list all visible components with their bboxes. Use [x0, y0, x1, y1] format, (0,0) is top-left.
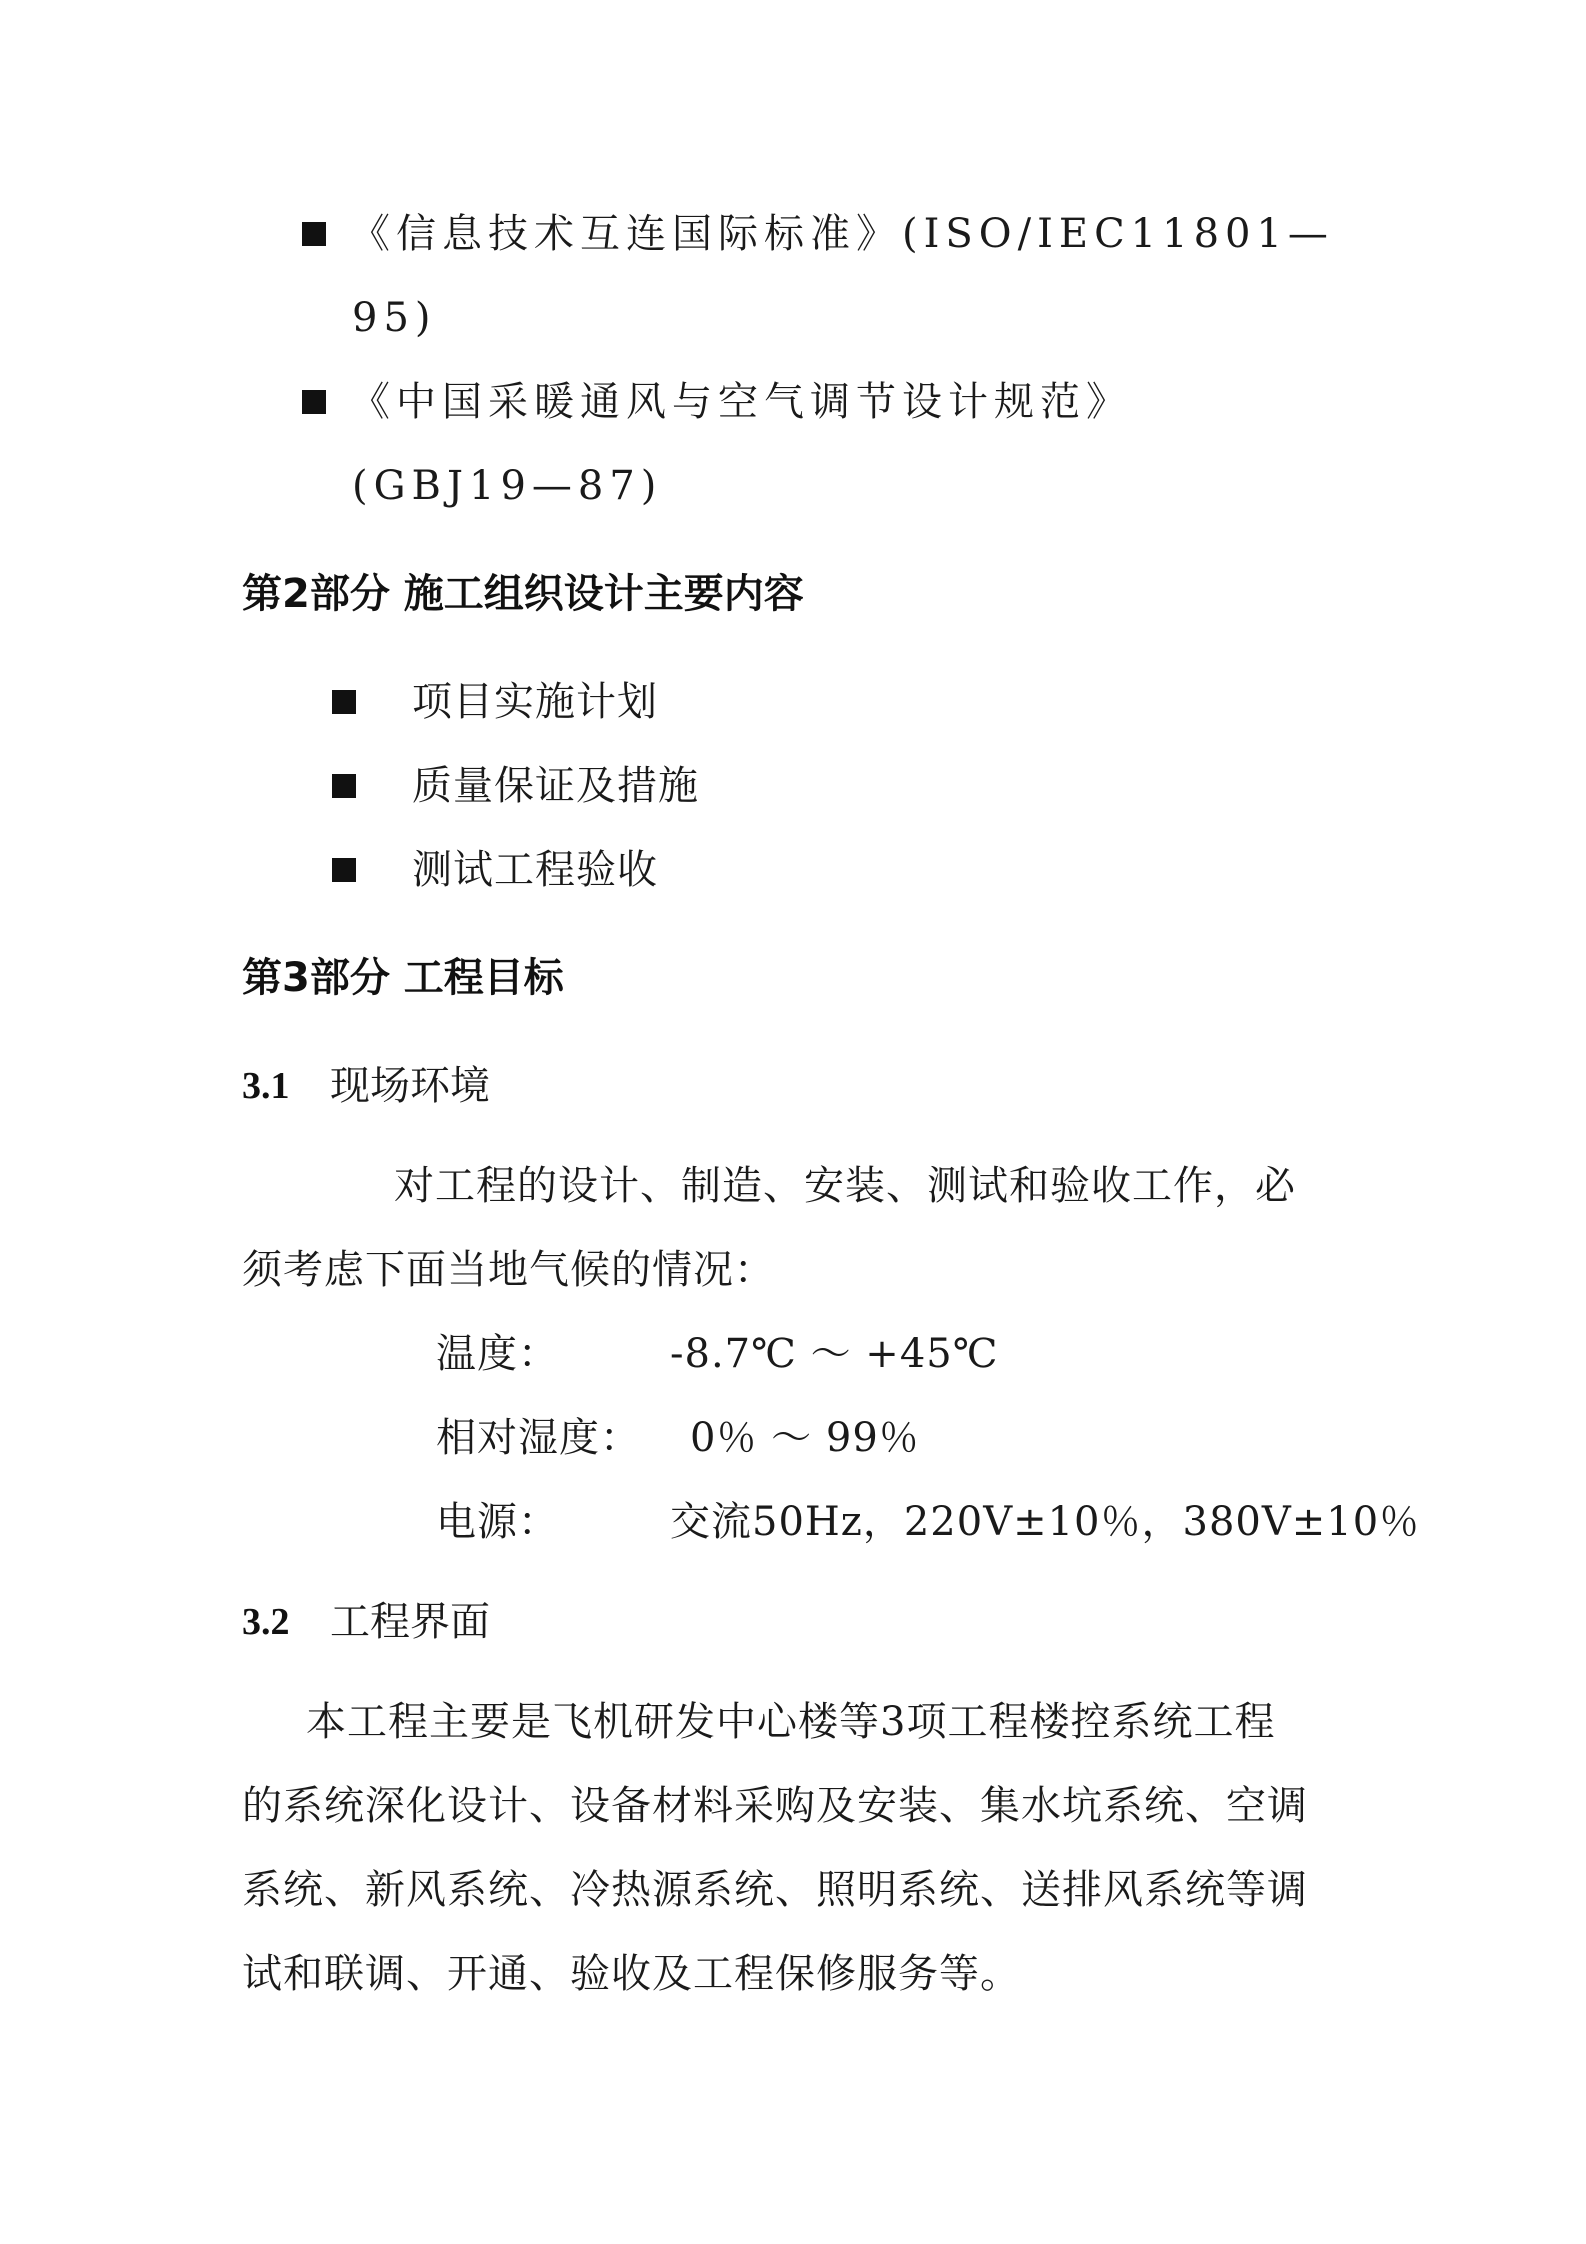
section-3-2-number: 3.2: [242, 1601, 290, 1643]
section-3-1-intro-line1: 对工程的设计、制造、安装、测试和验收工作，必: [394, 1163, 1296, 1209]
condition-power-value: 交流50Hz，220V±10％，380V±10％: [670, 1499, 1421, 1545]
part2-heading: 第2部分 施工组织设计主要内容: [242, 571, 804, 617]
reference-2-line2: (GBJ19—87): [352, 463, 663, 509]
condition-humidity-label: 相对湿度：: [436, 1415, 641, 1461]
section-3-2-title: 工程界面: [330, 1599, 490, 1645]
condition-power-label: 电源：: [436, 1499, 559, 1545]
section-3-1-title: 现场环境: [330, 1063, 490, 1109]
bullet-icon: [332, 774, 356, 798]
section-3-2-paragraph-line1: 本工程主要是飞机研发中心楼等3项工程楼控系统工程: [306, 1699, 1276, 1745]
section-3-2-paragraph-line3: 系统、新风系统、冷热源系统、照明系统、送排风系统等调: [242, 1867, 1308, 1913]
bullet-icon: [302, 222, 326, 246]
condition-temperature-value: -8.7℃ ～ +45℃: [670, 1331, 999, 1377]
part2-item-2: 质量保证及措施: [412, 763, 699, 809]
part3-heading: 第3部分 工程目标: [242, 955, 564, 1001]
condition-temperature-label: 温度：: [436, 1331, 559, 1377]
reference-1-line2: 95): [352, 295, 437, 341]
section-3-2-paragraph-line2: 的系统深化设计、设备材料采购及安装、集水坑系统、空调: [242, 1783, 1308, 1829]
bullet-icon: [332, 690, 356, 714]
condition-humidity-value: 0％ ～ 99％: [690, 1415, 920, 1461]
part2-item-1: 项目实施计划: [412, 679, 658, 725]
part2-item-3: 测试工程验收: [412, 847, 658, 893]
bullet-icon: [332, 858, 356, 882]
section-3-2-paragraph-line4: 试和联调、开通、验收及工程保修服务等。: [242, 1951, 1021, 1997]
reference-2-line1: 《中国采暖通风与空气调节设计规范》: [350, 379, 1132, 425]
reference-1-line1: 《信息技术互连国际标准》(ISO/IEC11801—: [350, 211, 1334, 257]
section-3-1-number: 3.1: [242, 1065, 290, 1107]
bullet-icon: [302, 390, 326, 414]
section-3-1-intro-line2: 须考虑下面当地气候的情况：: [242, 1247, 775, 1293]
